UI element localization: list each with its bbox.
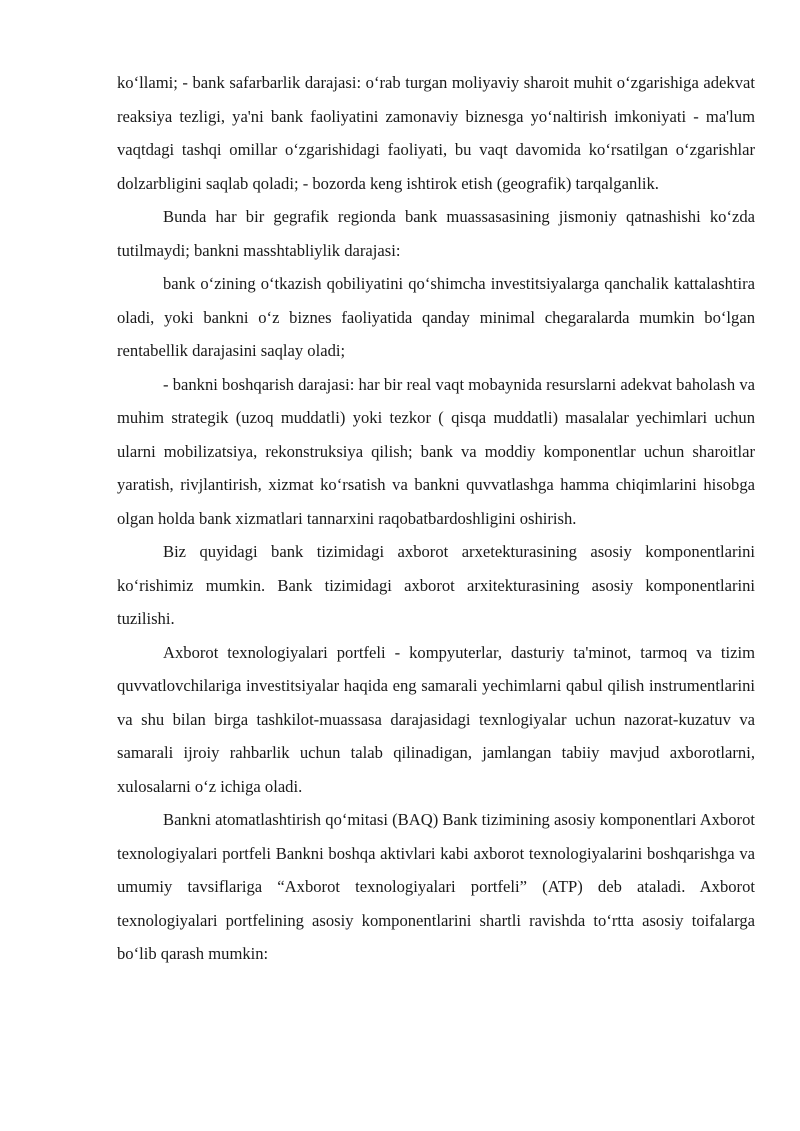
document-page bbox=[117, 66, 755, 971]
paragraph-5: Biz quyidagi bank tizimidagi axborot arxetekturasining asosiy komponentlarini ko‘rishimiz mumkin. Bank tizimidagi axborot arxitekturasining asosiy komponentlarini tuzilishi. bbox=[117, 542, 755, 628]
paragraph-7: Bankni atomatlashtirish qo‘mitasi (BAQ) Bank tizimining asosiy komponentlari Axborot texnologiyalari portfeli Bankni boshqa aktivlari kabi axborot texnologiyalarini boshqarishga va umumiy tavsiflariga “Axborot texnologiyalari portfeli” (ATP) deb ataladi. Axborot texnologiyalari portfelining asosiy komponentlarini shartli ravishda to‘rtta asosiy toifalarga bo‘lib qarash mumkin: bbox=[117, 810, 755, 963]
paragraph-1: ko‘llami; - bank safarbarlik darajasi: o‘rab turgan moliyaviy sharoit muhit o‘zgarishiga adekvat reaksiya tezligi, ya'ni bank faoliyatini zamonaviy biznesga yo‘naltirish imkoniyati - ma'lum vaqtdagi tashqi omillar o‘zgarishidagi faoliyati, bu vaqt davomida ko‘rsatilgan o‘zgarishlar dolzarbligini saqlab qoladi; - bozorda keng ishtirok etish (geografik) tarqalganlik. bbox=[117, 73, 755, 193]
paragraph-2: Bunda har bir gegrafik regionda bank muassasasining jismoniy qatnashishi ko‘zda tutilmaydi; bankni masshtabliylik darajasi: bbox=[117, 207, 755, 260]
paragraph-3: bank o‘zining o‘tkazish qobiliyatini qo‘shimcha investitsiyalarga qanchalik kattalashtira oladi, yoki bankni o‘z biznes faoliyatida qanday minimal chegaralarda mumkin bo‘lgan rentabellik darajasini saqlay oladi; bbox=[117, 274, 755, 360]
paragraph-6: Axborot texnologiyalari portfeli - kompyuterlar, dasturiy ta'minot, tarmoq va tizim quvvatlovchilariga investitsiyalar haqida eng samarali yechimlarni qabul qilish instrumentlarini va shu bilan birga tashkilot-muassasa darajasidagi texnlogiyalar uchun nazorat-kuzatuv va samarali ijroiy rahbarlik uchun talab qilinadigan, jamlangan tabiiy mavjud axborotlarni, xulosalarni o‘z ichiga oladi. bbox=[117, 642, 755, 796]
paragraph-4: - bankni boshqarish darajasi: har bir real vaqt mobaynida resurslarni adekvat baholash va muhim strategik (uzoq muddatli) yoki tezkor ( qisqa muddatli) masalalar yechimlari uchun ularni mobilizatsiya, rekonstruksiya qilish; bank va moddiy komponentlar uchun sharoitlar yaratish, rivjlantirish, xizmat ko‘rsatish va bankni quvvatlashga hamma chiqimlarini hisobga olgan holda bank xizmatlari tannarxini raqobatbardoshligini oshirish. bbox=[117, 374, 755, 528]
